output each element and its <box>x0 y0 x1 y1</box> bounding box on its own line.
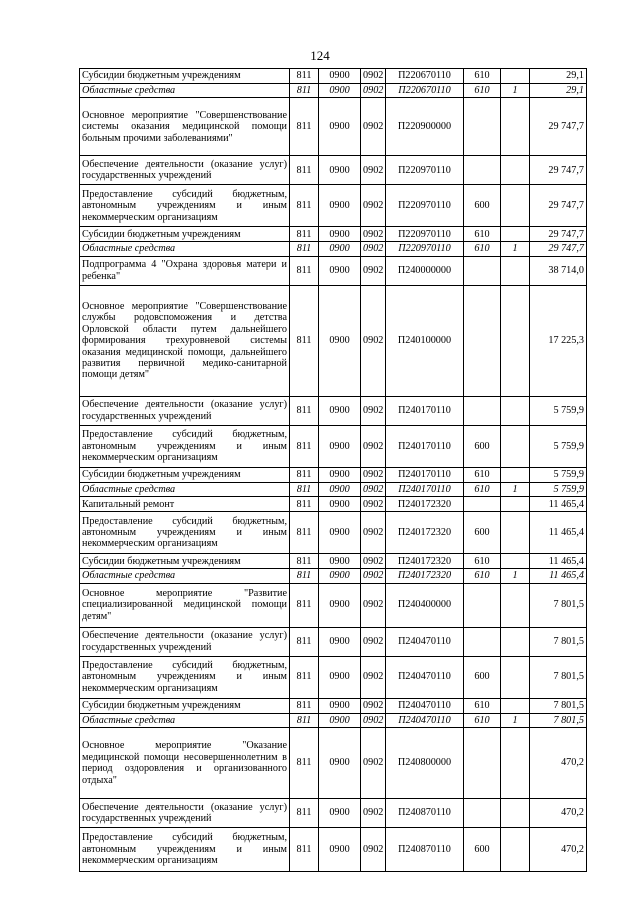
amount-cell: 29 747,7 <box>530 98 587 156</box>
target-article-cell: П240470110 <box>386 698 464 713</box>
expense-type-cell: 600 <box>464 656 501 698</box>
program-name-cell: Предоставление субсидий бюджетным, автономным учреждениям и иным некоммерческим организациям <box>80 656 290 698</box>
table-row <box>80 698 587 713</box>
amount-cell: 17 225,3 <box>530 285 587 396</box>
subsection-code-cell: 0902 <box>361 185 386 227</box>
budget-table <box>79 68 587 872</box>
section-code-cell: 0900 <box>319 98 361 156</box>
amount-cell: 470,2 <box>530 799 587 828</box>
section-code-cell: 0900 <box>319 554 361 569</box>
target-article-cell: П220970110 <box>386 242 464 256</box>
subsection-code-cell: 0902 <box>361 69 386 84</box>
amount-cell: 11 465,4 <box>530 554 587 569</box>
section-code-cell: 0900 <box>319 467 361 482</box>
ministry-code-cell: 811 <box>290 583 319 627</box>
funding-source-cell: 1 <box>501 84 530 98</box>
program-name-cell: Областные средства <box>80 569 290 583</box>
ministry-code-cell: 811 <box>290 554 319 569</box>
funding-source-cell <box>501 627 530 656</box>
section-code-cell: 0900 <box>319 728 361 799</box>
section-code-cell: 0900 <box>319 242 361 256</box>
expense-type-cell <box>464 497 501 512</box>
table-row <box>80 98 587 156</box>
program-name-cell: Областные средства <box>80 242 290 256</box>
section-code-cell: 0900 <box>319 285 361 396</box>
expense-type-cell: 610 <box>464 467 501 482</box>
target-article-cell: П220970110 <box>386 156 464 185</box>
subsection-code-cell: 0902 <box>361 285 386 396</box>
subsection-code-cell: 0902 <box>361 227 386 242</box>
subsection-code-cell: 0902 <box>361 627 386 656</box>
ministry-code-cell: 811 <box>290 828 319 872</box>
amount-cell: 470,2 <box>530 728 587 799</box>
program-name-cell: Субсидии бюджетным учреждениям <box>80 554 290 569</box>
expense-type-cell <box>464 156 501 185</box>
funding-source-cell <box>501 156 530 185</box>
target-article-cell: П220670110 <box>386 84 464 98</box>
expense-type-cell: 600 <box>464 512 501 554</box>
subsection-code-cell: 0902 <box>361 656 386 698</box>
expense-type-cell: 610 <box>464 713 501 727</box>
target-article-cell: П240470110 <box>386 713 464 727</box>
expense-type-cell: 610 <box>464 69 501 84</box>
subsection-code-cell: 0902 <box>361 583 386 627</box>
amount-cell: 11 465,4 <box>530 497 587 512</box>
section-code-cell: 0900 <box>319 698 361 713</box>
program-name-cell: Основное мероприятие "Совершенствование системы оказания медицинской помощи больным прочими заболеваниями" <box>80 98 290 156</box>
subsection-code-cell: 0902 <box>361 396 386 425</box>
funding-source-cell <box>501 554 530 569</box>
program-name-cell: Предоставление субсидий бюджетным, автономным учреждениям и иным некоммерческим организациям <box>80 828 290 872</box>
table-row <box>80 569 587 583</box>
amount-cell: 29,1 <box>530 69 587 84</box>
expense-type-cell <box>464 728 501 799</box>
target-article-cell: П240870110 <box>386 799 464 828</box>
expense-type-cell <box>464 583 501 627</box>
program-name-cell: Предоставление субсидий бюджетным, автономным учреждениям и иным некоммерческим организациям <box>80 185 290 227</box>
section-code-cell: 0900 <box>319 84 361 98</box>
ministry-code-cell: 811 <box>290 98 319 156</box>
ministry-code-cell: 811 <box>290 656 319 698</box>
funding-source-cell <box>501 98 530 156</box>
table-row <box>80 156 587 185</box>
section-code-cell: 0900 <box>319 396 361 425</box>
section-code-cell: 0900 <box>319 583 361 627</box>
table-row <box>80 467 587 482</box>
program-name-cell: Основное мероприятие "Совершенствование службы родовспоможения и детства Орловской области путем дальнейшего формирования трехуровневой системы оказания медицинской помощи, дальнейшего развития первичной медико-санитарной помощи детям" <box>80 285 290 396</box>
amount-cell: 5 759,9 <box>530 482 587 496</box>
ministry-code-cell: 811 <box>290 698 319 713</box>
funding-source-cell <box>501 425 530 467</box>
subsection-code-cell: 0902 <box>361 84 386 98</box>
table-row <box>80 242 587 256</box>
ministry-code-cell: 811 <box>290 713 319 727</box>
funding-source-cell: 1 <box>501 713 530 727</box>
section-code-cell: 0900 <box>319 828 361 872</box>
target-article-cell: П220670110 <box>386 69 464 84</box>
subsection-code-cell: 0902 <box>361 828 386 872</box>
amount-cell: 5 759,9 <box>530 396 587 425</box>
program-name-cell: Субсидии бюджетным учреждениям <box>80 69 290 84</box>
ministry-code-cell: 811 <box>290 569 319 583</box>
amount-cell: 29 747,7 <box>530 242 587 256</box>
amount-cell: 29 747,7 <box>530 156 587 185</box>
table-row <box>80 728 587 799</box>
program-name-cell: Областные средства <box>80 482 290 496</box>
funding-source-cell: 1 <box>501 569 530 583</box>
table-row <box>80 627 587 656</box>
section-code-cell: 0900 <box>319 256 361 285</box>
section-code-cell: 0900 <box>319 185 361 227</box>
subsection-code-cell: 0902 <box>361 156 386 185</box>
program-name-cell: Областные средства <box>80 84 290 98</box>
expense-type-cell: 610 <box>464 569 501 583</box>
table-row <box>80 256 587 285</box>
target-article-cell: П240170110 <box>386 396 464 425</box>
amount-cell: 29 747,7 <box>530 227 587 242</box>
funding-source-cell <box>501 256 530 285</box>
program-name-cell: Обеспечение деятельности (оказание услуг) государственных учреждений <box>80 627 290 656</box>
expense-type-cell <box>464 627 501 656</box>
expense-type-cell <box>464 98 501 156</box>
section-code-cell: 0900 <box>319 799 361 828</box>
expense-type-cell <box>464 285 501 396</box>
ministry-code-cell: 811 <box>290 396 319 425</box>
funding-source-cell: 1 <box>501 242 530 256</box>
target-article-cell: П240470110 <box>386 627 464 656</box>
subsection-code-cell: 0902 <box>361 256 386 285</box>
funding-source-cell <box>501 799 530 828</box>
section-code-cell: 0900 <box>319 569 361 583</box>
program-name-cell: Подпрограмма 4 "Охрана здоровья матери и ребенка" <box>80 256 290 285</box>
program-name-cell: Субсидии бюджетным учреждениям <box>80 698 290 713</box>
target-article-cell: П240172320 <box>386 569 464 583</box>
amount-cell: 11 465,4 <box>530 512 587 554</box>
table-row <box>80 512 587 554</box>
ministry-code-cell: 811 <box>290 425 319 467</box>
ministry-code-cell: 811 <box>290 227 319 242</box>
amount-cell: 470,2 <box>530 828 587 872</box>
funding-source-cell <box>501 698 530 713</box>
program-name-cell: Областные средства <box>80 713 290 727</box>
program-name-cell: Обеспечение деятельности (оказание услуг) государственных учреждений <box>80 799 290 828</box>
ministry-code-cell: 811 <box>290 156 319 185</box>
section-code-cell: 0900 <box>319 425 361 467</box>
ministry-code-cell: 811 <box>290 482 319 496</box>
budget-table-body <box>80 69 587 872</box>
subsection-code-cell: 0902 <box>361 425 386 467</box>
target-article-cell: П240870110 <box>386 828 464 872</box>
target-article-cell: П240400000 <box>386 583 464 627</box>
ministry-code-cell: 811 <box>290 84 319 98</box>
section-code-cell: 0900 <box>319 512 361 554</box>
ministry-code-cell: 811 <box>290 185 319 227</box>
table-row <box>80 185 587 227</box>
table-row <box>80 497 587 512</box>
ministry-code-cell: 811 <box>290 69 319 84</box>
funding-source-cell <box>501 396 530 425</box>
table-row <box>80 799 587 828</box>
target-article-cell: П240800000 <box>386 728 464 799</box>
expense-type-cell: 600 <box>464 425 501 467</box>
target-article-cell: П220970110 <box>386 185 464 227</box>
target-article-cell: П240470110 <box>386 656 464 698</box>
page-number: 124 <box>310 48 330 63</box>
funding-source-cell <box>501 728 530 799</box>
program-name-cell: Предоставление субсидий бюджетным, автономным учреждениям и иным некоммерческим организациям <box>80 512 290 554</box>
subsection-code-cell: 0902 <box>361 467 386 482</box>
subsection-code-cell: 0902 <box>361 554 386 569</box>
subsection-code-cell: 0902 <box>361 569 386 583</box>
amount-cell: 7 801,5 <box>530 713 587 727</box>
amount-cell: 29,1 <box>530 84 587 98</box>
target-article-cell: П240000000 <box>386 256 464 285</box>
target-article-cell: П220970110 <box>386 227 464 242</box>
table-row <box>80 656 587 698</box>
table-row <box>80 396 587 425</box>
ministry-code-cell: 811 <box>290 256 319 285</box>
target-article-cell: П240100000 <box>386 285 464 396</box>
section-code-cell: 0900 <box>319 227 361 242</box>
table-row <box>80 554 587 569</box>
ministry-code-cell: 811 <box>290 467 319 482</box>
amount-cell: 29 747,7 <box>530 185 587 227</box>
subsection-code-cell: 0902 <box>361 482 386 496</box>
funding-source-cell <box>501 227 530 242</box>
table-row <box>80 583 587 627</box>
section-code-cell: 0900 <box>319 713 361 727</box>
funding-source-cell <box>501 828 530 872</box>
target-article-cell: П240170110 <box>386 425 464 467</box>
funding-source-cell <box>501 656 530 698</box>
target-article-cell: П240170110 <box>386 467 464 482</box>
table-row <box>80 227 587 242</box>
target-article-cell: П240172320 <box>386 554 464 569</box>
expense-type-cell: 610 <box>464 482 501 496</box>
amount-cell: 7 801,5 <box>530 627 587 656</box>
subsection-code-cell: 0902 <box>361 242 386 256</box>
amount-cell: 7 801,5 <box>530 698 587 713</box>
expense-type-cell: 610 <box>464 242 501 256</box>
target-article-cell: П240172320 <box>386 512 464 554</box>
ministry-code-cell: 811 <box>290 285 319 396</box>
ministry-code-cell: 811 <box>290 799 319 828</box>
funding-source-cell <box>501 583 530 627</box>
ministry-code-cell: 811 <box>290 728 319 799</box>
section-code-cell: 0900 <box>319 482 361 496</box>
subsection-code-cell: 0902 <box>361 698 386 713</box>
ministry-code-cell: 811 <box>290 497 319 512</box>
target-article-cell: П240172320 <box>386 497 464 512</box>
expense-type-cell: 600 <box>464 185 501 227</box>
amount-cell: 11 465,4 <box>530 569 587 583</box>
funding-source-cell: 1 <box>501 482 530 496</box>
expense-type-cell: 610 <box>464 554 501 569</box>
program-name-cell: Субсидии бюджетным учреждениям <box>80 467 290 482</box>
expense-type-cell <box>464 396 501 425</box>
expense-type-cell: 600 <box>464 828 501 872</box>
program-name-cell: Обеспечение деятельности (оказание услуг) государственных учреждений <box>80 396 290 425</box>
table-row <box>80 69 587 84</box>
subsection-code-cell: 0902 <box>361 799 386 828</box>
ministry-code-cell: 811 <box>290 242 319 256</box>
funding-source-cell <box>501 285 530 396</box>
expense-type-cell: 610 <box>464 227 501 242</box>
section-code-cell: 0900 <box>319 656 361 698</box>
table-row <box>80 425 587 467</box>
program-name-cell: Предоставление субсидий бюджетным, автономным учреждениям и иным некоммерческим организациям <box>80 425 290 467</box>
ministry-code-cell: 811 <box>290 627 319 656</box>
table-row <box>80 482 587 496</box>
amount-cell: 7 801,5 <box>530 583 587 627</box>
funding-source-cell <box>501 185 530 227</box>
section-code-cell: 0900 <box>319 69 361 84</box>
table-row <box>80 828 587 872</box>
subsection-code-cell: 0902 <box>361 713 386 727</box>
amount-cell: 38 714,0 <box>530 256 587 285</box>
subsection-code-cell: 0902 <box>361 497 386 512</box>
target-article-cell: П240170110 <box>386 482 464 496</box>
program-name-cell: Капитальный ремонт <box>80 497 290 512</box>
section-code-cell: 0900 <box>319 497 361 512</box>
amount-cell: 5 759,9 <box>530 467 587 482</box>
target-article-cell: П220900000 <box>386 98 464 156</box>
ministry-code-cell: 811 <box>290 512 319 554</box>
table-row <box>80 84 587 98</box>
program-name-cell: Субсидии бюджетным учреждениям <box>80 227 290 242</box>
program-name-cell: Обеспечение деятельности (оказание услуг) государственных учреждений <box>80 156 290 185</box>
section-code-cell: 0900 <box>319 156 361 185</box>
expense-type-cell: 610 <box>464 84 501 98</box>
amount-cell: 5 759,9 <box>530 425 587 467</box>
expense-type-cell: 610 <box>464 698 501 713</box>
expense-type-cell <box>464 256 501 285</box>
subsection-code-cell: 0902 <box>361 98 386 156</box>
program-name-cell: Основное мероприятие "Оказание медицинской помощи несовершеннолетним в период оздоровления и организованного отдыха" <box>80 728 290 799</box>
funding-source-cell <box>501 497 530 512</box>
program-name-cell: Основное мероприятие "Развитие специализированной медицинской помощи детям" <box>80 583 290 627</box>
expense-type-cell <box>464 799 501 828</box>
subsection-code-cell: 0902 <box>361 512 386 554</box>
funding-source-cell <box>501 467 530 482</box>
funding-source-cell <box>501 69 530 84</box>
table-row <box>80 713 587 727</box>
funding-source-cell <box>501 512 530 554</box>
table-row <box>80 285 587 396</box>
subsection-code-cell: 0902 <box>361 728 386 799</box>
amount-cell: 7 801,5 <box>530 656 587 698</box>
section-code-cell: 0900 <box>319 627 361 656</box>
